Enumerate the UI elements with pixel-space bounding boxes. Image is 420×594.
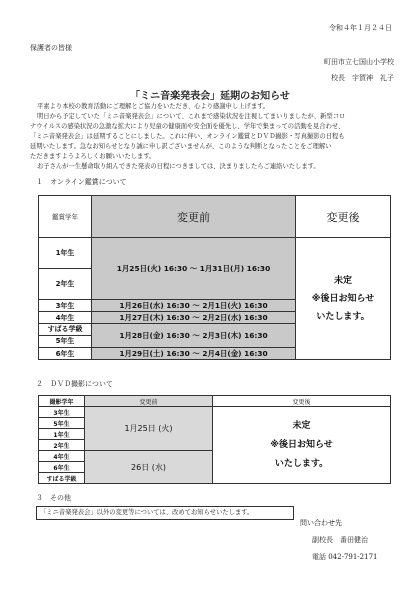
other-note: 「ミニ音楽発表会」以外の変更等については、改めてお知らせいたします。 [40,509,254,516]
grade-cell: 4年生 [39,312,92,324]
body-line: 「ミニ音楽発表会」は延期することにしました。これに伴い、オンライン鑑賞とＤＶＤ撮影・写真撮影の日程も [30,133,345,140]
before-column-header: 変更前 [92,196,296,238]
body-line: 平素より本校の教育活動にご理解とご協力をいただき、心より感謝申し上げます。 [37,103,270,110]
after-cell [296,238,391,360]
date-cell: 1月25日 (火) [85,407,213,451]
date-cell: 26日 (水) [85,451,213,484]
date-cell: 1月27日(木) 16:30 ～ 2月2日(水) 16:30 [92,312,296,324]
dvd-filming-table [38,395,391,484]
grade-cell: 1年生 [39,429,85,440]
grade-cell: 1年生 [39,238,92,269]
school-name: 町田市立七国山小学校 [324,58,394,66]
online-viewing-table [38,195,391,360]
grade-cell: 3年生 [39,300,92,312]
after-column-header: 変更後 [296,196,391,238]
after-notice-end: いたします。 [274,458,329,469]
grade-cell: 6年生 [39,462,85,473]
date-cell: 1月28日(金) 16:30 ～ 2月3日(木) 16:30 [92,324,296,348]
document-title: 「ミニ音楽発表会」延期のお知らせ [130,91,290,102]
other-note-box [36,506,294,520]
grade-subcell: 5年生 [55,337,75,345]
grade-cell: 5年生 [39,418,85,429]
grade-cell: 4年生 [39,451,85,462]
grade-column-header: 鑑賞学年 [39,196,92,238]
body-line: お子さんが一生懸命取り組んできた発表の日程につきましては、決まりましたらご連絡いたします。 [37,163,320,170]
after-notice: ※後日お知らせ [311,293,375,304]
principal-name: 校長 宇賀神 礼子 [331,74,394,82]
after-undecided: 未定 [333,275,352,286]
grade-column-header: 撮影学年 [39,396,85,407]
date-cell: 1月25日(火) 16:30 ～ 1月31日(月) 16:30 [92,238,296,300]
section3-heading: ３ その他 [36,494,71,502]
before-column-header: 変更前 [85,396,213,407]
after-column-header: 変更後 [213,396,391,407]
grade-cell [39,324,92,348]
after-undecided: 未定 [292,420,311,431]
grade-cell: すばる学級 [39,473,85,484]
grade-cell: 2年生 [39,440,85,451]
body-line: 延期いたします。急なお知らせとなり誠に申し訳ございませんが、このような判断となったことをご理解い [30,143,332,150]
body-line: ナウイルスの感染状況の急激な拡大により児童の健康面や安全面を優先し、学年で集まっての活動を見合わせ、 [30,123,345,130]
after-notice-end: いたします。 [316,311,370,322]
recipient: 保護者の皆様 [30,44,72,52]
grade-cell: 2年生 [39,269,92,300]
contact-label: 問い合わせ先 [300,519,342,527]
body-line: 明日から予定していた「ミニ音楽発表会」について、これまで感染状況を注視してまいりましたが、新型コロ [37,113,346,120]
body-text [30,102,345,172]
after-notice: ※後日お知らせ [270,439,333,450]
body-line: ただきますようよろしくお願いいたします。 [30,153,156,160]
section1-heading: １ オンライン鑑賞について [36,178,127,186]
after-cell [213,407,391,484]
grade-cell: 3年生 [39,407,85,418]
contact-phone: 電話 042-791-2171 [312,553,378,561]
date-cell: 1月26日(水) 16:30 ～ 2月1日(火) 16:30 [92,300,296,312]
issue-date: 令和４年１月２４日 [329,24,392,32]
grade-cell: 6年生 [39,348,92,360]
date-cell: 1月29日(土) 16:30 ～ 2月4日(金) 16:30 [92,348,296,360]
grade-subcell: すばる学級 [39,324,91,336]
section2-heading: ２ ＤＶＤ撮影について [36,380,113,388]
contact-person: 副校長 番田健治 [312,536,368,544]
